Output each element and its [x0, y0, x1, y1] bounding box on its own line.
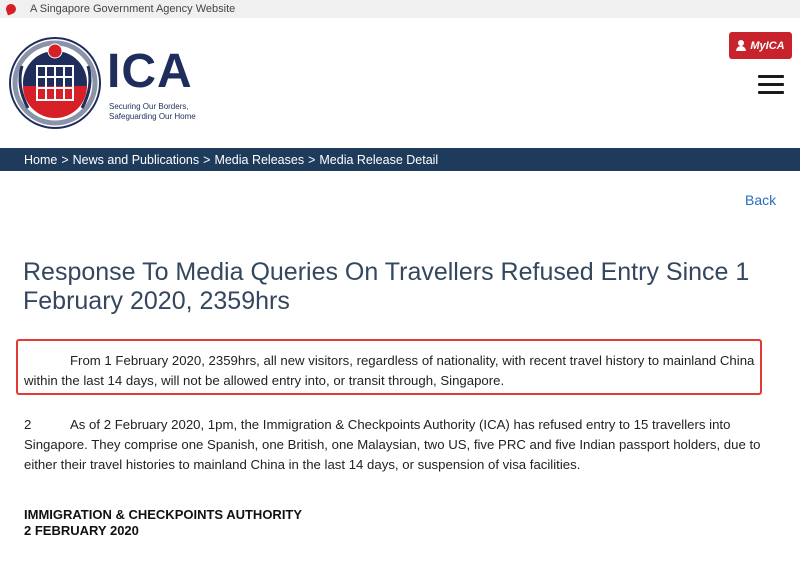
breadcrumb-media-releases[interactable]: Media Releases	[214, 152, 305, 167]
back-link[interactable]: Back	[745, 192, 777, 208]
ica-crest-logo[interactable]	[8, 36, 102, 130]
breadcrumb-separator: >	[308, 152, 316, 167]
breadcrumb-news-and-publications[interactable]: News and Publications	[72, 152, 200, 167]
breadcrumb-separator: >	[61, 152, 69, 167]
gov-masthead-text: A Singapore Government Agency Website	[30, 3, 236, 15]
user-icon	[736, 40, 746, 51]
menu-icon[interactable]	[758, 75, 784, 95]
paragraph-2	[24, 415, 776, 475]
breadcrumb-home[interactable]: Home	[24, 152, 58, 167]
breadcrumb-current: Media Release Detail	[319, 152, 439, 167]
paragraph-1-text: From 1 February 2020, 2359hrs, all new visitors, regardless of nationality, with recent travel history to mainland China within the last 14 days, will not be allowed entry into, or transit through, Singapore.	[24, 353, 755, 388]
paragraph-2-number: 2	[24, 417, 32, 432]
site-header	[0, 18, 800, 148]
gov-masthead	[0, 0, 800, 18]
page-title: Response To Media Queries On Travellers Refused Entry Since 1 February 2020, 2359hrs	[23, 258, 750, 315]
singapore-lion-icon	[6, 3, 20, 15]
ica-tagline: Securing Our Borders, Safeguarding Our Home	[109, 102, 196, 121]
breadcrumb	[0, 148, 800, 171]
paragraph-2-text: As of 2 February 2020, 1pm, the Immigration & Checkpoints Authority (ICA) has refused entry to 15 travellers into Singapore. They comprise one Spanish, one British, one Malaysian, two US, five PRC and five Indian passport holders, due to either their travel histories to mainland China in the last 14 days, or suspension of visa facilities.	[24, 417, 761, 472]
paragraph-1	[24, 351, 759, 391]
myica-label: MyICA	[750, 39, 785, 52]
signature-organization: IMMIGRATION & CHECKPOINTS AUTHORITY	[24, 507, 303, 522]
myica-button[interactable]	[729, 32, 792, 59]
signature-date: 2 FEBRUARY 2020	[24, 523, 139, 538]
ica-wordmark: ICA	[107, 45, 193, 98]
breadcrumb-separator: >	[203, 152, 211, 167]
